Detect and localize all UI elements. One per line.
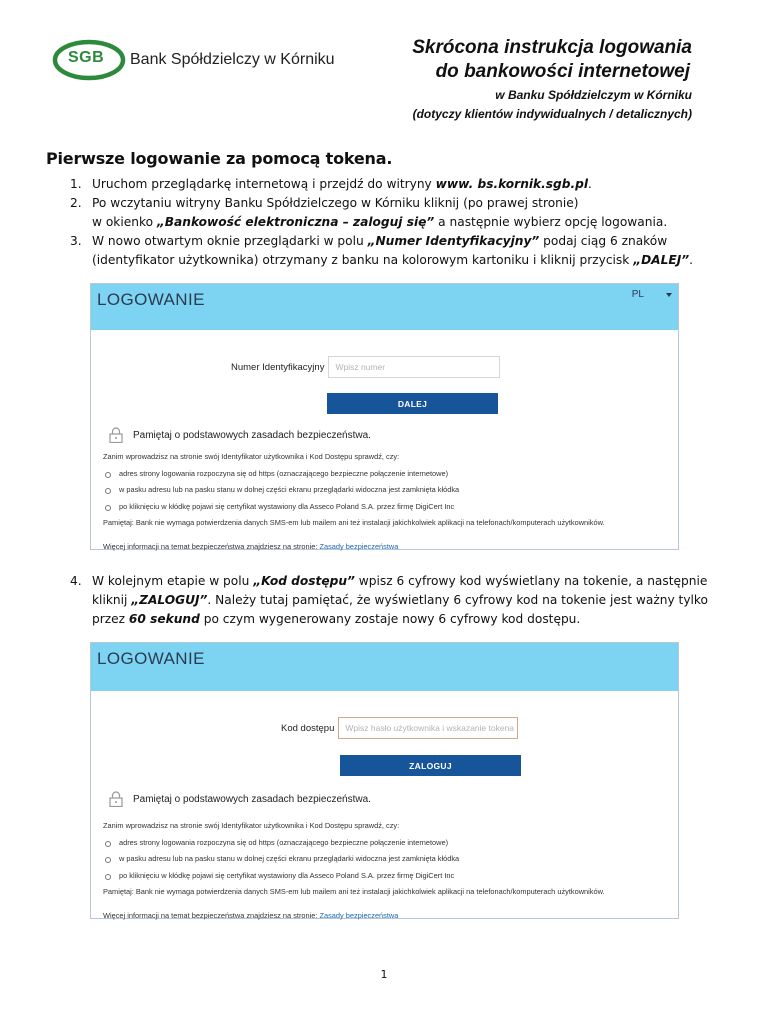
- login-panel-code: [90, 642, 679, 919]
- security-note: Pamiętaj: Bank nie wymaga potwierdzenia danych SMS-em lub mailem ani też instalacji jakichkolwiek aplikacji na telefonach/komputerach użytkowników.: [103, 887, 605, 896]
- title-line-2: do bankowości internetowej: [435, 61, 690, 82]
- security-checklist: [103, 466, 605, 516]
- panel-title: LOGOWANIE: [97, 290, 205, 309]
- chevron-down-icon: [666, 293, 672, 297]
- panel-header: [91, 643, 678, 691]
- list-item: adres strony logowania rozpoczyna się od https (oznaczającego bezpieczne połączenie internetowe): [103, 466, 605, 483]
- more-info: Więcej informacji na temat bezpieczeństwa znajdziesz na stronie: Zasady bezpieczeństwa: [103, 910, 399, 920]
- security-reminder-text: Pamiętaj o podstawowych zasadach bezpieczeństwa.: [133, 429, 371, 441]
- more-info: Więcej informacji na temat bezpieczeństwa znajdziesz na stronie: Zasady bezpieczeństwa: [103, 541, 399, 551]
- security-intro: Zanim wprowadzisz na stronie swój Identyfikator użytkownika i Kod Dostępu sprawdź, czy:: [103, 821, 400, 830]
- subtitle-line-1: w Banku Spółdzielczym w Kórniku: [495, 88, 692, 102]
- security-checklist: [103, 835, 605, 885]
- id-field-label: Numer Identyfikacyjny: [231, 361, 325, 373]
- zaloguj-button[interactable]: ZALOGUJ: [340, 755, 521, 776]
- language-value: PL: [631, 289, 644, 300]
- bank-logo: [52, 38, 335, 82]
- sgb-logo-mark: [52, 38, 126, 82]
- step-number: 1.: [70, 177, 82, 191]
- id-number-input[interactable]: Wpisz numer: [328, 356, 500, 378]
- step-1: 1. Uruchom przeglądarkę internetową i przejdź do witryny www. bs.kornik.sgb.pl.: [70, 175, 730, 194]
- steps-list-1: [70, 175, 730, 270]
- step-number: 4.: [70, 574, 82, 588]
- list-item: w pasku adresu lub na pasku stanu w dolnej części ekranu przeglądarki widoczna jest zamknięta kłódka: [103, 482, 605, 499]
- security-reminder: [109, 427, 371, 443]
- list-item: adres strony logowania rozpoczyna się od https (oznaczającego bezpieczne połączenie internetowe): [103, 835, 605, 852]
- step-2: 2. Po wczytaniu witryny Banku Spółdzielczego w Kórniku kliknij (po prawej stronie) w okienko „Bankowość elektroniczna – zaloguj się” a następnie wybierz opcję logowania.: [70, 196, 668, 229]
- security-note: Pamiętaj: Bank nie wymaga potwierdzenia danych SMS-em lub mailem ani też instalacji jakichkolwiek aplikacji na telefonach/komputerach użytkowników.: [103, 518, 605, 527]
- code-field-row: [281, 717, 518, 739]
- lock-icon: [109, 427, 123, 443]
- bank-name: Bank Spółdzielczy w Kórniku: [130, 51, 335, 68]
- language-select[interactable]: [632, 289, 672, 300]
- dalej-button[interactable]: DALEJ: [327, 393, 498, 414]
- security-info: [103, 449, 605, 555]
- steps-list-2: [70, 572, 730, 629]
- subtitle-line-2: (dotyczy klientów indywidualnych / detalicznych): [412, 107, 692, 121]
- step-number: 2.: [70, 196, 82, 210]
- security-intro: Zanim wprowadzisz na stronie swój Identyfikator użytkownika i Kod Dostępu sprawdź, czy:: [103, 452, 400, 461]
- code-field-label: Kod dostępu: [281, 722, 335, 734]
- document-title: [412, 36, 692, 124]
- panel-title: LOGOWANIE: [97, 649, 205, 668]
- security-reminder-text: Pamiętaj o podstawowych zasadach bezpieczeństwa.: [133, 793, 371, 805]
- panel-header: [91, 284, 678, 330]
- security-rules-link[interactable]: Zasady bezpieczeństwa: [319, 910, 399, 920]
- step-number: 3.: [70, 234, 82, 248]
- lock-icon: [109, 791, 123, 807]
- list-item: w pasku adresu lub na pasku stanu w dolnej części ekranu przeglądarki widoczna jest zamknięta kłódka: [103, 851, 605, 868]
- logo-text: SGB: [68, 49, 105, 66]
- step-4: 4. W kolejnym etapie w polu „Kod dostępu” wpisz 6 cyfrowy kod wyświetlany na tokenie, a następnie kliknij „ZALOGUJ”. Należy tutaj pamiętać, że wyświetlany 6 cyfrowy kod na tokenie jest ważny tylko przez 60 sekund po czym wygenerowany zostaje nowy 6 cyfrowy kod dostępu.: [70, 574, 709, 626]
- list-item: po kliknięciu w kłódkę pojawi się certyfikat wystawiony dla Asseco Poland S.A. przez firmę DigiCert Inc: [103, 868, 605, 885]
- section-title: Pierwsze logowanie za pomocą tokena.: [46, 149, 393, 168]
- page-number: 1: [380, 968, 388, 981]
- access-code-input[interactable]: Wpisz hasło użytkownika i wskazanie tokena: [338, 717, 518, 739]
- security-info: [103, 818, 605, 924]
- bank-url: www. bs.kornik.sgb.pl: [435, 177, 589, 191]
- list-item: po kliknięciu w kłódkę pojawi się certyfikat wystawiony dla Asseco Poland S.A. przez firmę DigiCert Inc: [103, 499, 605, 516]
- id-field-row: [231, 356, 500, 378]
- security-rules-link[interactable]: Zasady bezpieczeństwa: [319, 541, 399, 551]
- security-reminder: [109, 791, 371, 807]
- title-line-1: Skrócona instrukcja logowania: [412, 37, 692, 58]
- login-panel-id: [90, 283, 679, 550]
- step-3: 3. W nowo otwartym oknie przeglądarki w polu „Numer Identyfikacyjny” podaj ciąg 6 znaków (identyfikator użytkownika) otrzymany z banku na kolorowym kartoniku i kliknij przycisk „DALEJ”.: [70, 234, 693, 267]
